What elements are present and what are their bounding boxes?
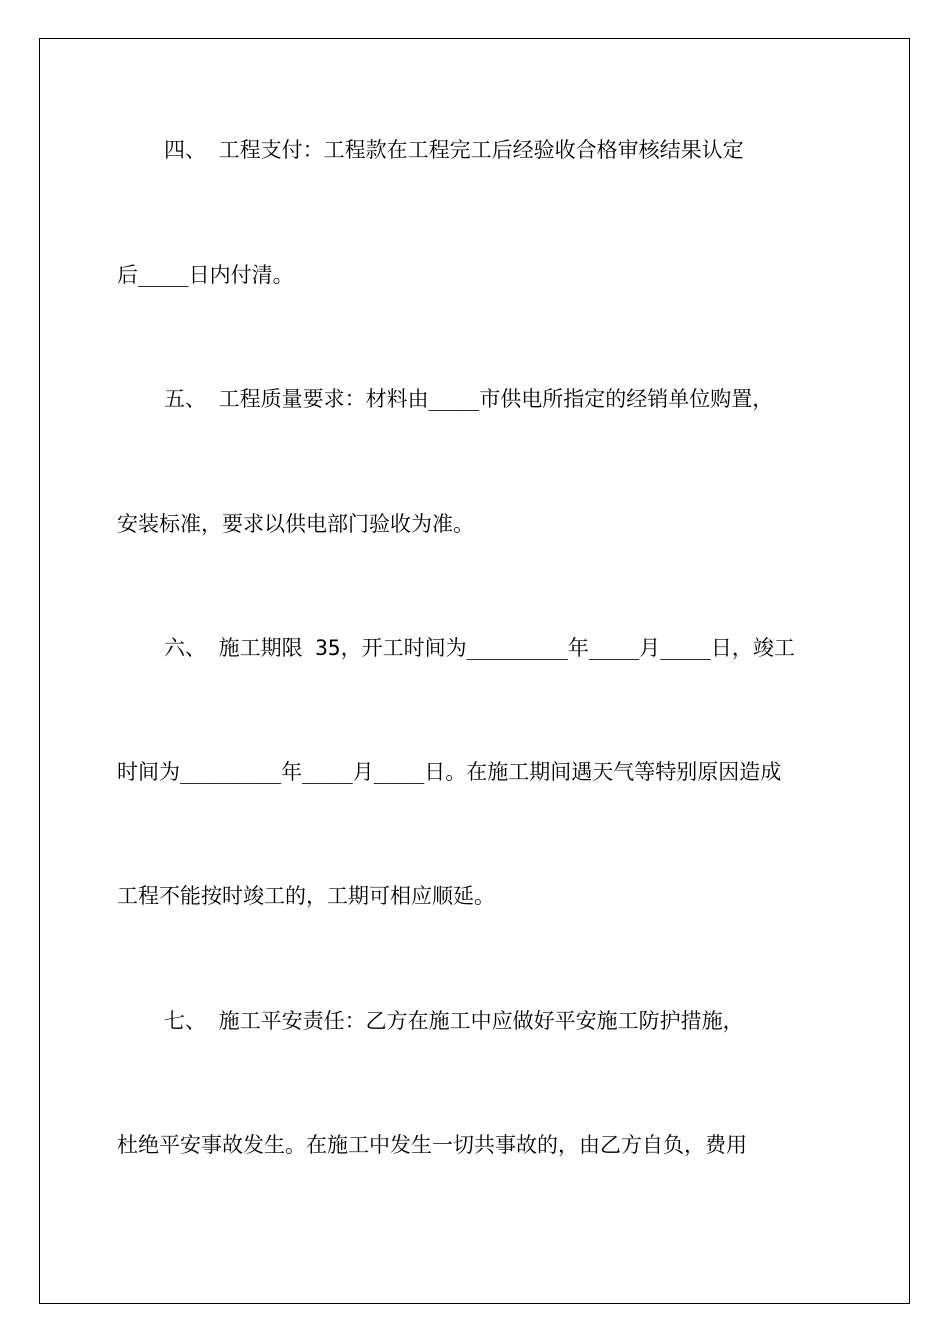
clause-4-line-1: 四、 工程支付：工程款在工程完工后经验收合格审核结果认定 <box>164 138 744 162</box>
clause-4-line-2: 后____日内付清。 <box>117 263 294 287</box>
clause-6-line-2: 时间为________年____月____日。在施工期间遇天气等特别原因造成 <box>117 760 782 784</box>
clause-6-line-1: 六、 施工期限 35，开工时间为________年____月____日，竣工 <box>164 636 795 660</box>
clause-6-line-3: 工程不能按时竣工的，工期可相应顺延。 <box>117 884 495 908</box>
clause-7-line-2: 杜绝平安事故发生。在施工中发生一切共事故的，由乙方自负，费用 <box>117 1133 747 1157</box>
page-border <box>39 38 910 1304</box>
clause-5-line-2: 安装标准，要求以供电部门验收为准。 <box>117 512 474 536</box>
clause-7-line-1: 七、 施工平安责任：乙方在施工中应做好平安施工防护措施， <box>164 1009 744 1033</box>
clause-5-line-1: 五、 工程质量要求：材料由____市供电所指定的经销单位购置， <box>164 387 774 411</box>
